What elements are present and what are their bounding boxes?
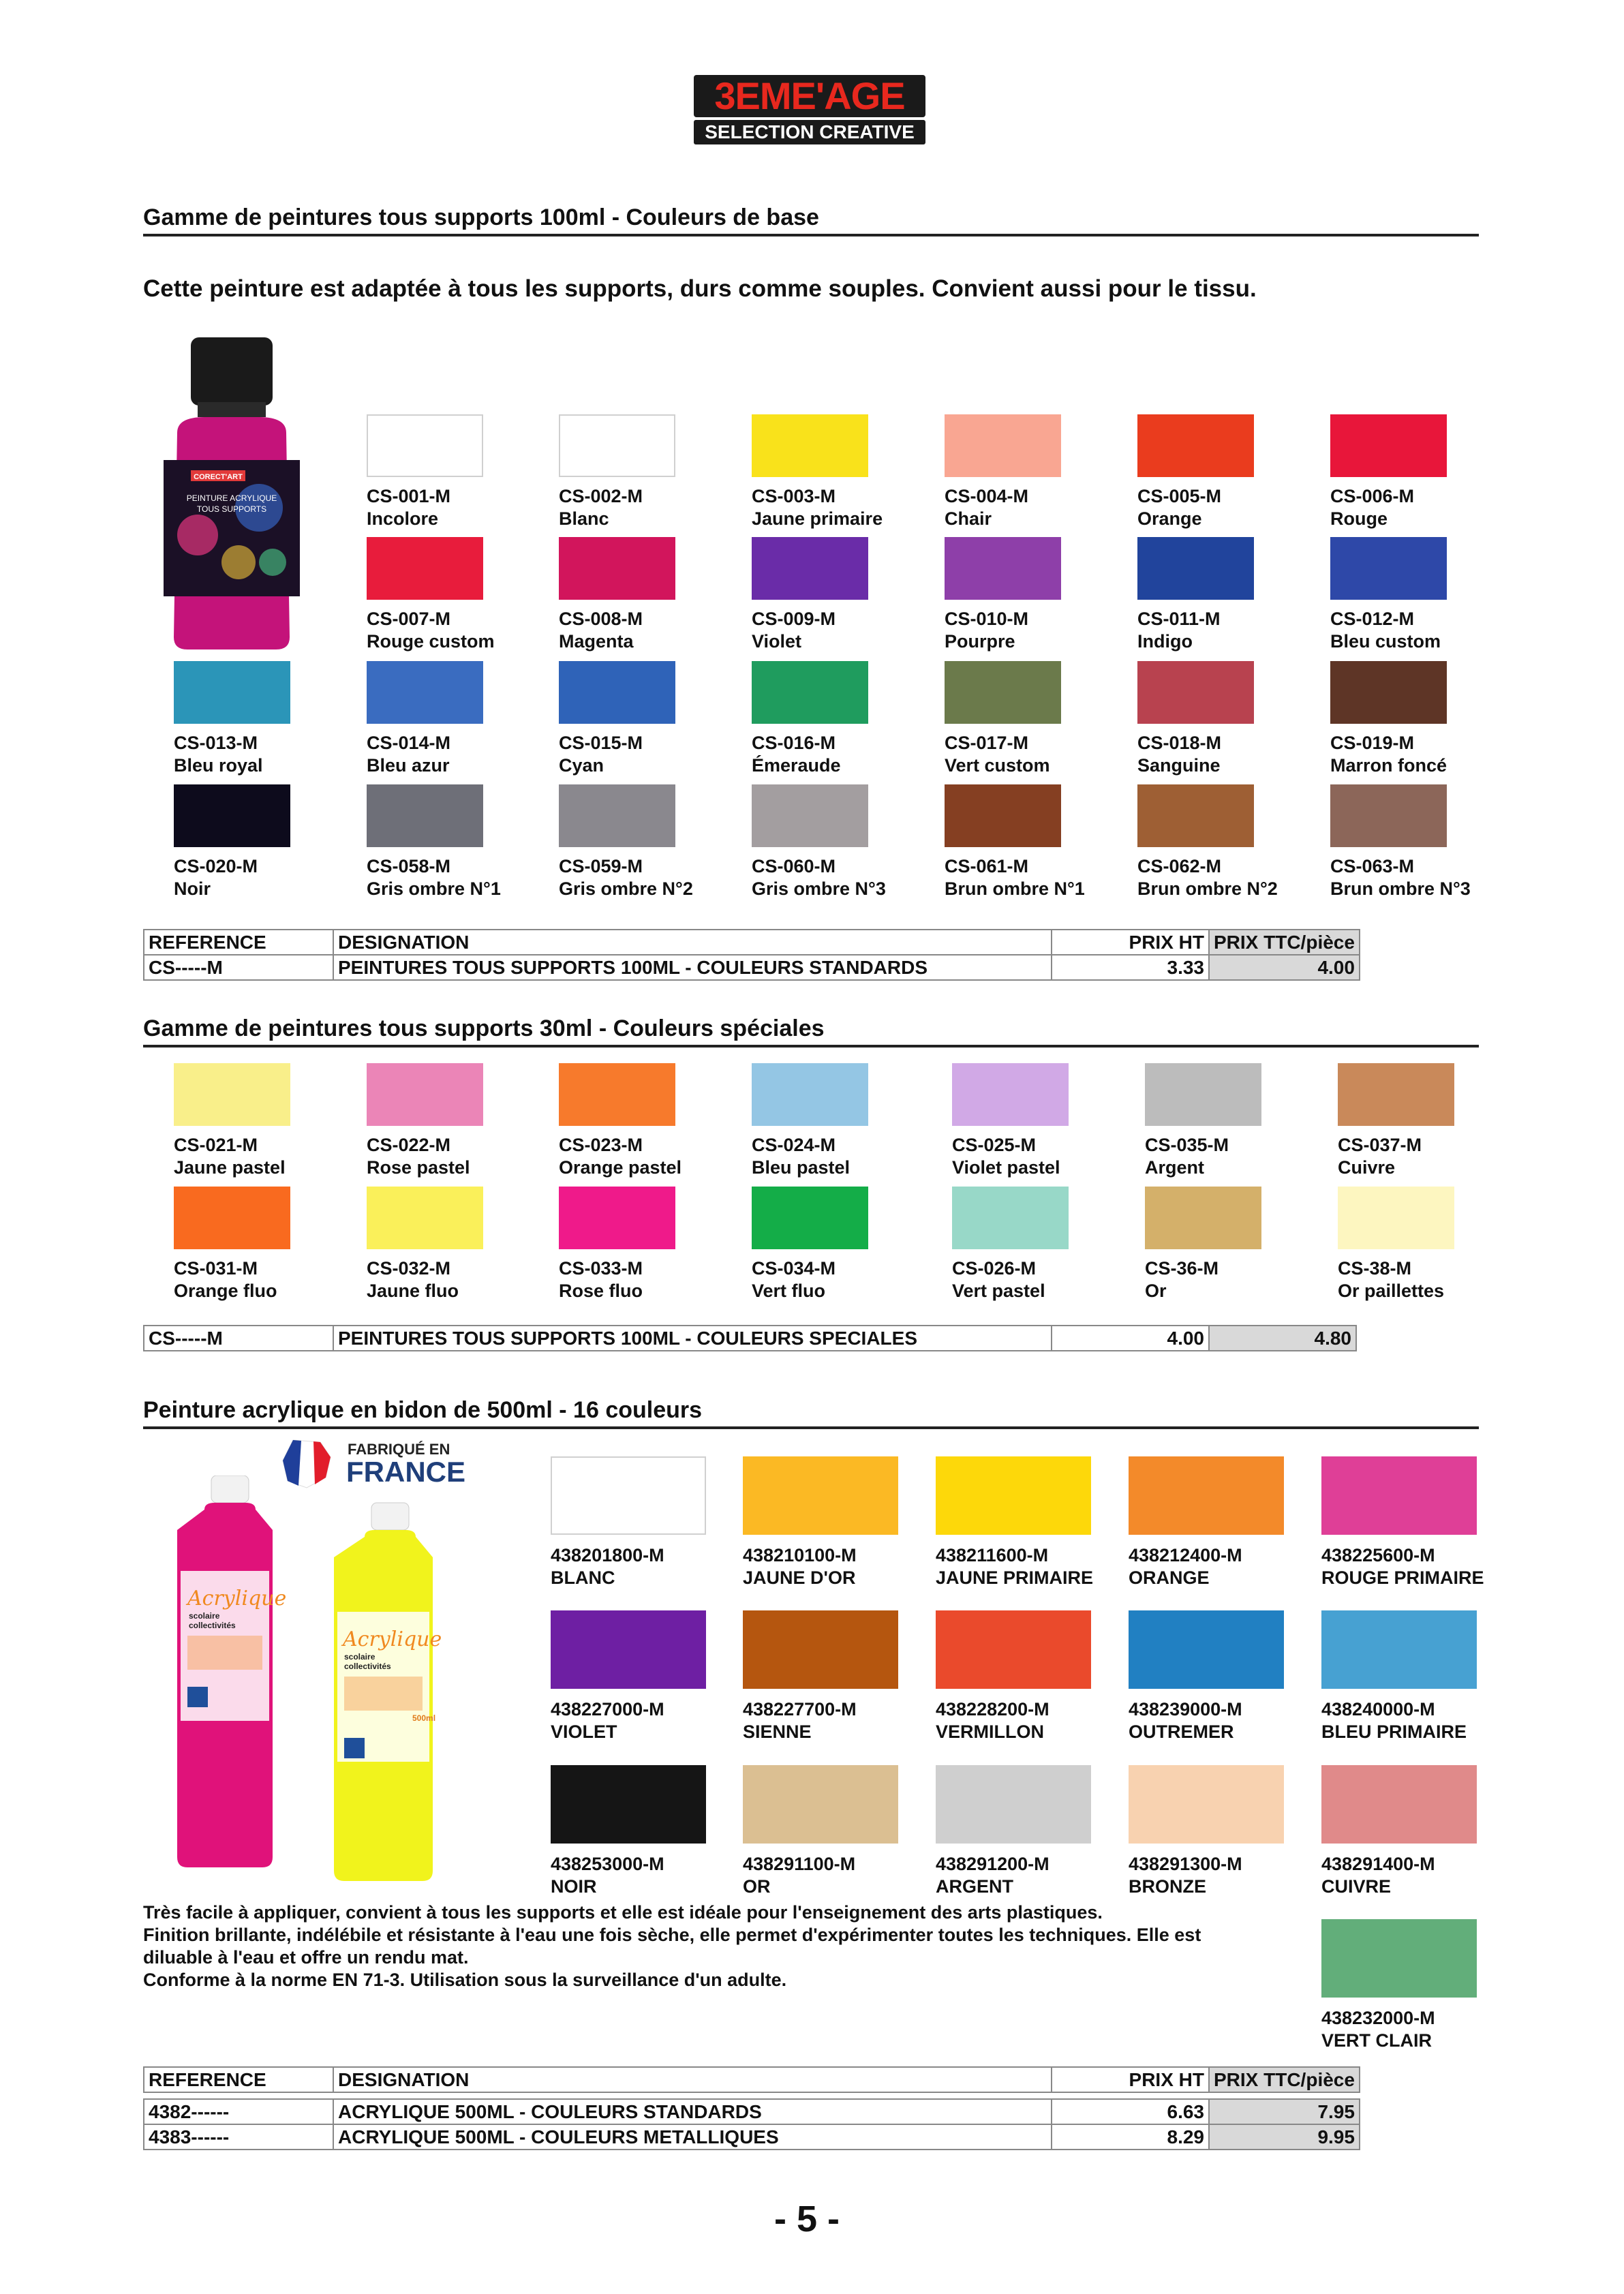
color-reference: 438227000-M (551, 1699, 664, 1719)
description-line: diluable à l'eau et offre un rendu mat. (143, 1947, 469, 1968)
color-name: Vert pastel (952, 1281, 1045, 1301)
color-reference: CS-013-M (174, 733, 258, 753)
color-swatch (174, 1187, 290, 1249)
color-reference: CS-035-M (1145, 1135, 1229, 1155)
color-label (367, 1134, 470, 1179)
color-name: Gris ombre N°3 (752, 878, 886, 899)
color-label (752, 1257, 836, 1302)
color-label (752, 855, 886, 900)
color-name: Émeraude (752, 755, 841, 776)
color-reference: CS-037-M (1338, 1135, 1422, 1155)
brand-logo (694, 75, 925, 144)
color-swatch (1330, 414, 1447, 477)
color-label (743, 1544, 857, 1589)
color-label (551, 1698, 664, 1743)
description-line: Conforme à la norme EN 71-3. Utilisation sous la surveillance d'un adulte. (143, 1970, 787, 1990)
color-name: Violet pastel (952, 1157, 1060, 1178)
color-swatch (559, 1187, 675, 1249)
color-name: Orange (1137, 508, 1202, 529)
color-name: Sanguine (1137, 755, 1221, 776)
color-swatch (1145, 1187, 1261, 1249)
bottle-pink-sub1: scolaire (189, 1611, 220, 1621)
color-name: ORANGE (1129, 1567, 1210, 1588)
table-row (144, 2124, 1360, 2150)
color-swatch (1330, 537, 1447, 600)
paint-bottle-100ml-image (157, 337, 307, 651)
color-swatch (559, 537, 675, 600)
svg-text:TOUS SUPPORTS: TOUS SUPPORTS (196, 504, 267, 514)
color-name: Rose pastel (367, 1157, 470, 1178)
color-label (1330, 855, 1471, 900)
color-swatch (952, 1063, 1069, 1126)
color-reference: 438232000-M (1321, 2008, 1435, 2028)
color-label (551, 1853, 664, 1898)
color-reference: CS-001-M (367, 486, 451, 506)
bottle-brand-text: CORECT'ART (194, 473, 243, 481)
color-label (559, 855, 693, 900)
color-name: Rouge (1330, 508, 1388, 529)
color-reference: 438210100-M (743, 1545, 857, 1565)
badge-line1: FABRIQUÉ EN (348, 1441, 450, 1458)
color-label (945, 608, 1028, 653)
cell-designation: ACRYLIQUE 500ML - COULEURS STANDARDS (333, 2099, 1052, 2124)
color-name: Or (1145, 1281, 1167, 1301)
color-reference: CS-016-M (752, 733, 836, 753)
color-name: OUTREMER (1129, 1722, 1234, 1742)
color-reference: 438239000-M (1129, 1699, 1242, 1719)
color-reference: CS-005-M (1137, 486, 1222, 506)
color-swatch (559, 661, 675, 724)
color-reference: CS-007-M (367, 609, 451, 629)
color-swatch (1321, 1919, 1477, 1998)
color-reference: 438211600-M (936, 1545, 1049, 1565)
description-line: Finition brillante, indélébile et résistante à l'eau une fois sèche, elle permet d'expérimenter toutes les techniques. Elle est (143, 1925, 1201, 1945)
color-swatch (752, 537, 868, 600)
color-label (936, 1544, 1093, 1589)
color-reference: 438212400-M (1129, 1545, 1242, 1565)
color-label (174, 1257, 277, 1302)
bottle-volume: 500ml (412, 1713, 436, 1723)
color-label (559, 1257, 643, 1302)
description-line: Très facile à appliquer, convient à tous les supports et elle est idéale pour l'enseignement des arts plastiques. (143, 1902, 1103, 1923)
section1-intro: Cette peinture est adaptée à tous les supports, durs comme souples. Convient aussi pour le tissu. (143, 275, 1257, 302)
color-label (1321, 2007, 1435, 2052)
color-swatch (1330, 784, 1447, 847)
color-name: Rouge custom (367, 631, 495, 652)
color-name: Violet (752, 631, 802, 652)
color-reference: CS-018-M (1137, 733, 1222, 753)
color-name: OR (743, 1876, 771, 1897)
color-reference: CS-014-M (367, 733, 451, 753)
color-label (936, 1853, 1050, 1898)
color-reference: CS-023-M (559, 1135, 643, 1155)
color-swatch (559, 414, 675, 477)
color-name: Jaune fluo (367, 1281, 459, 1301)
color-reference: CS-009-M (752, 609, 836, 629)
color-swatch (559, 1063, 675, 1126)
color-name: Brun ombre N°3 (1330, 878, 1471, 899)
color-label (367, 855, 501, 900)
color-label (752, 608, 836, 653)
color-reference: CS-017-M (945, 733, 1029, 753)
cell-reference: CS-----M (144, 1326, 333, 1351)
color-swatch (1338, 1063, 1454, 1126)
color-name: BRONZE (1129, 1876, 1206, 1897)
color-label (1129, 1698, 1242, 1743)
color-reference: 438291300-M (1129, 1854, 1242, 1874)
color-reference: 438201800-M (551, 1545, 664, 1565)
color-label (1137, 608, 1221, 653)
color-reference: CS-034-M (752, 1258, 836, 1279)
color-name: Cuivre (1338, 1157, 1396, 1178)
color-reference: CS-020-M (174, 856, 258, 876)
header-prix-ht: PRIX HT (1052, 2067, 1209, 2092)
header-designation: DESIGNATION (333, 2067, 1052, 2092)
color-label (752, 732, 841, 777)
color-name: Bleu custom (1330, 631, 1441, 652)
header-designation: DESIGNATION (333, 930, 1052, 955)
color-label (1137, 485, 1221, 530)
section2-title: Gamme de peintures tous supports 30ml - Couleurs spéciales (143, 1015, 1479, 1047)
color-reference: 438240000-M (1321, 1699, 1435, 1719)
color-swatch (1137, 661, 1254, 724)
color-reference: CS-063-M (1330, 856, 1415, 876)
cell-prix-ttc: 4.00 (1209, 955, 1360, 980)
color-reference: CS-003-M (752, 486, 836, 506)
color-name: Indigo (1137, 631, 1193, 652)
color-swatch (367, 1187, 483, 1249)
color-reference: CS-008-M (559, 609, 643, 629)
color-name: Or paillettes (1338, 1281, 1445, 1301)
color-reference: CS-033-M (559, 1258, 643, 1279)
color-label (1129, 1544, 1242, 1589)
color-label (1321, 1544, 1484, 1589)
color-name: Chair (945, 508, 992, 529)
color-name: Orange pastel (559, 1157, 682, 1178)
table-spacer (144, 2092, 1360, 2099)
color-swatch (752, 414, 868, 477)
color-name: Blanc (559, 508, 609, 529)
color-swatch (1321, 1765, 1477, 1844)
color-reference: 438253000-M (551, 1854, 664, 1874)
color-reference: CS-36-M (1145, 1258, 1219, 1279)
color-name: NOIR (551, 1876, 597, 1897)
color-label (1321, 1853, 1435, 1898)
color-swatch (551, 1456, 706, 1535)
color-reference: CS-061-M (945, 856, 1029, 876)
acrylic-bottles-500ml-image (174, 1475, 460, 1884)
color-label (559, 732, 643, 777)
color-swatch (1330, 661, 1447, 724)
color-label (174, 855, 258, 900)
color-name: VERT CLAIR (1321, 2030, 1432, 2051)
color-swatch (1321, 1610, 1477, 1689)
color-label (1321, 1698, 1467, 1743)
color-name: Incolore (367, 508, 439, 529)
section3-title: Peinture acrylique en bidon de 500ml - 16 couleurs (143, 1397, 1479, 1429)
table-row (144, 2099, 1360, 2124)
color-swatch (1137, 784, 1254, 847)
color-reference: CS-059-M (559, 856, 643, 876)
table-header-row (144, 930, 1360, 955)
color-name: Pourpre (945, 631, 1015, 652)
header-prix-ttc: PRIX TTC/pièce (1209, 2067, 1360, 2092)
section1-price-table (143, 929, 1360, 981)
color-swatch (1321, 1456, 1477, 1535)
table-header-row (144, 2067, 1360, 2092)
color-swatch (1129, 1610, 1284, 1689)
color-name: JAUNE D'OR (743, 1567, 856, 1588)
color-name: Magenta (559, 631, 634, 652)
bottle-pink-sub2: collectivités (189, 1621, 236, 1630)
color-reference: CS-012-M (1330, 609, 1415, 629)
color-name: BLANC (551, 1567, 615, 1588)
color-label (1145, 1257, 1219, 1302)
cell-prix-ttc: 9.95 (1209, 2124, 1360, 2150)
color-reference: CS-026-M (952, 1258, 1037, 1279)
color-label (559, 608, 643, 653)
color-name: Marron foncé (1330, 755, 1447, 776)
color-label (1330, 732, 1447, 777)
color-label (559, 1134, 681, 1179)
color-swatch (752, 1063, 868, 1126)
color-label (1338, 1257, 1444, 1302)
color-name: ARGENT (936, 1876, 1013, 1897)
color-name: Brun ombre N°1 (945, 878, 1085, 899)
page-number: - 5 - (774, 2199, 840, 2239)
color-swatch (936, 1765, 1091, 1844)
color-reference: CS-062-M (1137, 856, 1222, 876)
svg-text:PEINTURE ACRYLIQUE: PEINTURE ACRYLIQUE (186, 493, 277, 503)
color-name: Bleu azur (367, 755, 450, 776)
color-name: Vert custom (945, 755, 1050, 776)
color-name: Vert fluo (752, 1281, 826, 1301)
table-row (144, 1326, 1356, 1351)
section1-title: Gamme de peintures tous supports 100ml - Couleurs de base (143, 204, 1479, 236)
color-swatch (1145, 1063, 1261, 1126)
color-name: Jaune pastel (174, 1157, 286, 1178)
cell-prix-ht: 4.00 (1052, 1326, 1209, 1351)
color-reference: CS-004-M (945, 486, 1029, 506)
color-label (174, 1134, 286, 1179)
color-label (1137, 732, 1221, 777)
bottle-pink-brand: Acrylique (187, 1587, 287, 1610)
color-swatch (936, 1456, 1091, 1535)
color-label (174, 732, 263, 777)
color-reference: CS-058-M (367, 856, 451, 876)
color-label (1145, 1134, 1229, 1179)
color-label (1330, 485, 1414, 530)
cell-prix-ht: 3.33 (1052, 955, 1209, 980)
color-label (367, 732, 450, 777)
color-swatch (743, 1610, 898, 1689)
cell-prix-ttc: 7.95 (1209, 2099, 1360, 2124)
header-prix-ttc: PRIX TTC/pièce (1209, 930, 1360, 955)
header-reference: REFERENCE (144, 2067, 333, 2092)
color-label (559, 485, 643, 530)
color-swatch (367, 537, 483, 600)
color-label (1338, 1134, 1422, 1179)
color-reference: CS-38-M (1338, 1258, 1412, 1279)
color-swatch (551, 1765, 706, 1844)
color-swatch (551, 1610, 706, 1689)
color-label (945, 732, 1050, 777)
cell-designation: ACRYLIQUE 500ML - COULEURS METALLIQUES (333, 2124, 1052, 2150)
color-reference: 438225600-M (1321, 1545, 1435, 1565)
color-reference: CS-010-M (945, 609, 1029, 629)
color-swatch (174, 1063, 290, 1126)
color-swatch (1137, 537, 1254, 600)
color-swatch (559, 784, 675, 847)
color-name: Cyan (559, 755, 604, 776)
color-name: Jaune primaire (752, 508, 883, 529)
color-swatch (174, 661, 290, 724)
color-label (367, 608, 495, 653)
color-swatch (367, 414, 483, 477)
cell-designation: PEINTURES TOUS SUPPORTS 100ML - COULEURS STANDARDS (333, 955, 1052, 980)
color-reference: CS-006-M (1330, 486, 1415, 506)
color-swatch (743, 1765, 898, 1844)
color-label (945, 485, 1028, 530)
section3-description (143, 1901, 1343, 1991)
color-swatch (752, 784, 868, 847)
color-name: Argent (1145, 1157, 1204, 1178)
section3-price-table (143, 2066, 1360, 2150)
color-label (936, 1698, 1050, 1743)
color-reference: CS-022-M (367, 1135, 451, 1155)
bottle-yellow-brand: Acrylique (343, 1627, 442, 1651)
color-name: ROUGE PRIMAIRE (1321, 1567, 1484, 1588)
bottle-yellow-sub1: scolaire (344, 1652, 376, 1662)
color-swatch (945, 537, 1061, 600)
table-row (144, 955, 1360, 980)
color-name: Orange fluo (174, 1281, 277, 1301)
color-reference: 438291100-M (743, 1854, 856, 1874)
color-name: VERMILLON (936, 1722, 1044, 1742)
color-swatch (945, 784, 1061, 847)
cell-reference: CS-----M (144, 955, 333, 980)
color-name: Bleu pastel (752, 1157, 851, 1178)
color-label (743, 1698, 857, 1743)
color-name: Rose fluo (559, 1281, 643, 1301)
color-reference: CS-025-M (952, 1135, 1037, 1155)
header-reference: REFERENCE (144, 930, 333, 955)
color-name: Gris ombre N°2 (559, 878, 693, 899)
color-swatch (1129, 1456, 1284, 1535)
bottle-yellow-sub2: collectivités (344, 1662, 391, 1671)
color-name: JAUNE PRIMAIRE (936, 1567, 1094, 1588)
logo-tagline: SELECTION CREATIVE (694, 120, 925, 144)
color-swatch (743, 1456, 898, 1535)
color-label (752, 485, 883, 530)
color-swatch (936, 1610, 1091, 1689)
color-swatch (752, 661, 868, 724)
cell-reference: 4382------ (144, 2099, 333, 2124)
color-name: CUIVRE (1321, 1876, 1392, 1897)
color-label (945, 855, 1085, 900)
color-label (952, 1134, 1060, 1179)
color-swatch (174, 784, 290, 847)
color-swatch (1129, 1765, 1284, 1844)
logo-brand: 3EME'AGE (694, 75, 925, 117)
color-reference: CS-015-M (559, 733, 643, 753)
color-swatch (945, 661, 1061, 724)
color-name: Brun ombre N°2 (1137, 878, 1278, 899)
color-swatch (945, 414, 1061, 477)
cell-prix-ht: 6.63 (1052, 2099, 1209, 2124)
color-swatch (367, 1063, 483, 1126)
color-reference: CS-021-M (174, 1135, 258, 1155)
section2-price-table (143, 1325, 1357, 1351)
color-swatch (1338, 1187, 1454, 1249)
color-name: Gris ombre N°1 (367, 878, 501, 899)
color-swatch (752, 1187, 868, 1249)
color-reference: 438228200-M (936, 1699, 1050, 1719)
color-reference: CS-060-M (752, 856, 836, 876)
color-swatch (952, 1187, 1069, 1249)
color-swatch (367, 661, 483, 724)
color-label (952, 1257, 1045, 1302)
color-name: Noir (174, 878, 211, 899)
color-reference: CS-019-M (1330, 733, 1415, 753)
color-label (1129, 1853, 1242, 1898)
color-label (367, 1257, 459, 1302)
color-name: BLEU PRIMAIRE (1321, 1722, 1467, 1742)
color-swatch (1137, 414, 1254, 477)
color-label (367, 485, 450, 530)
color-reference: 438291400-M (1321, 1854, 1435, 1874)
color-reference: CS-002-M (559, 486, 643, 506)
color-reference: 438291200-M (936, 1854, 1050, 1874)
color-label (1137, 855, 1278, 900)
cell-prix-ttc: 4.80 (1209, 1326, 1356, 1351)
header-prix-ht: PRIX HT (1052, 930, 1209, 955)
color-name: Bleu royal (174, 755, 263, 776)
color-reference: CS-011-M (1137, 609, 1221, 629)
color-reference: CS-031-M (174, 1258, 258, 1279)
color-label (752, 1134, 850, 1179)
color-swatch (367, 784, 483, 847)
color-label (1330, 608, 1441, 653)
badge-line2: FRANCE (346, 1456, 465, 1488)
color-reference: 438227700-M (743, 1699, 857, 1719)
color-reference: CS-032-M (367, 1258, 451, 1279)
color-label (743, 1853, 855, 1898)
color-name: SIENNE (743, 1722, 812, 1742)
color-reference: CS-024-M (752, 1135, 836, 1155)
cell-prix-ht: 8.29 (1052, 2124, 1209, 2150)
cell-reference: 4383------ (144, 2124, 333, 2150)
color-label (551, 1544, 664, 1589)
cell-designation: PEINTURES TOUS SUPPORTS 100ML - COULEURS SPECIALES (333, 1326, 1052, 1351)
color-name: VIOLET (551, 1722, 617, 1742)
